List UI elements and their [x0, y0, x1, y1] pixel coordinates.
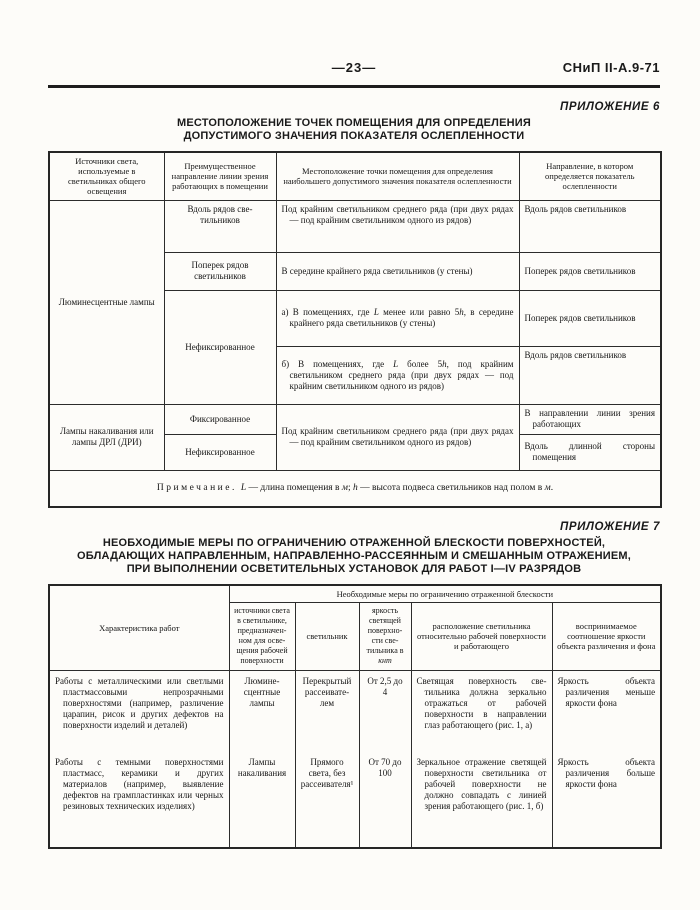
- direction-cell-nonfixed: Нефиксированное: [164, 434, 276, 470]
- text-segment: б) В помещениях, где: [281, 358, 394, 369]
- work-type-cell: Работы с темными поверхностями пластмасс, керамики и других материалов (например, выявление дефектов на грампластинках или черных резиновых технических изделиях): [49, 754, 229, 848]
- direction-cell: Вдоль рядов светильников: [164, 200, 276, 252]
- text-segment: , в середине крайнего ряда светильников (у стены): [289, 307, 514, 328]
- location-cell: В середине крайнего ряда светильников (у стены): [276, 252, 519, 290]
- appendix6-label: ПРИЛОЖЕНИЕ 6: [560, 101, 660, 113]
- group-header-cell: Необходимые меры по ограничению отраженной блескости: [229, 585, 661, 602]
- glare-direction-cell: Вдоль рядов светильников: [519, 200, 661, 252]
- note-label: Примечание.: [156, 482, 237, 493]
- glare-direction-cell: Вдоль рядов светильников: [519, 346, 661, 404]
- glare-direction-cell: Поперек рядов светильников: [519, 252, 661, 290]
- glare-points-table: [48, 151, 662, 508]
- table-row: [49, 200, 661, 252]
- text-segment: — длина помещения в: [246, 482, 342, 493]
- appendix6-title-line2: ДОПУСТИМОГО ЗНАЧЕНИЯ ПОКАЗАТЕЛЯ ОСЛЕПЛЕННОСТИ: [183, 130, 525, 142]
- header-rule: [48, 85, 660, 88]
- table-row: [49, 754, 661, 848]
- text-segment: яркость светящей поверхности светильника в: [366, 606, 404, 655]
- appendix6-title-line1: МЕСТОПОЛОЖЕНИЕ ТОЧЕК ПОМЕЩЕНИЯ ДЛЯ ОПРЕДЕЛЕНИЯ: [176, 117, 531, 129]
- variable-h: h: [353, 482, 358, 493]
- text-segment: ;: [348, 482, 354, 493]
- appendix7-title: [48, 537, 660, 576]
- direction-cell: Поперек рядов светильников: [164, 252, 276, 290]
- ratio-cell: Яркость объекта различения меньше яркости фона: [552, 670, 661, 754]
- unit-knt: кнт: [378, 656, 392, 665]
- brightness-cell: От 2,5 до 4: [359, 670, 411, 754]
- page-number: —23—: [331, 60, 377, 75]
- text-segment: более 5: [398, 358, 443, 369]
- appendix7-title-line3: ПРИ ВЫПОЛНЕНИИ ОСВЕТИТЕЛЬНЫХ УСТАНОВОК ДЛЯ РАБОТ I—IV РАЗРЯДОВ: [126, 563, 582, 575]
- variable-h: h: [459, 307, 464, 317]
- table-header-row: [49, 152, 661, 200]
- header-cell-placement: расположение светильника относительно рабочей поверхности и работающего: [411, 602, 552, 670]
- table-row: [49, 670, 661, 754]
- source-cell-incandescent: Лампы накаливания или лампы ДРЛ (ДРИ): [49, 404, 164, 470]
- work-type-cell: Работы с металлическими или светлыми пластмассовыми непрозрачными поверхностями (например, различение царапин, рисок и других дефектов на поверхности изделий и деталей): [49, 670, 229, 754]
- header-cell-brightness-ratio: воспринимаемое соотношение яркости объекта различения и фона: [552, 602, 661, 670]
- appendix6-title: [48, 117, 660, 143]
- header-cell-work-type: Характеристика работ: [49, 585, 229, 670]
- appendix7-title-line2: ОБЛАДАЮЩИХ НАПРАВЛЕННЫМ, НАПРАВЛЕННО-РАССЕЯННЫМ И СМЕШАННЫМ ОТРАЖЕНИЕМ,: [77, 550, 631, 562]
- header-cell-brightness: [359, 602, 411, 670]
- source-cell-fluorescent: Люминесцентные лампы: [49, 200, 164, 404]
- variable-l: L: [393, 358, 399, 369]
- header-cell-light-source: источники света в светильнике, предназначенном для освещения рабочей поверхности: [229, 602, 295, 670]
- variable-l: L: [373, 307, 379, 317]
- glare-direction-cell: В направлении линии зрения работающих: [519, 404, 661, 434]
- header-cell-glare-direction: Направление, в котором определяется показатель ослепленности: [519, 152, 661, 200]
- luminaire-cell: Перекрытый рассеивателем: [295, 670, 359, 754]
- page-header: [48, 60, 660, 80]
- header-cell-luminaire: светильник: [295, 602, 359, 670]
- variable-l: L: [240, 482, 247, 493]
- table-row: [49, 404, 661, 434]
- text-segment: — высота подвеса светильников над полом в: [357, 482, 545, 493]
- appendix7-title-line1: НЕОБХОДИМЫЕ МЕРЫ ПО ОГРАНИЧЕНИЮ ОТРАЖЕННОЙ БЛЕСКОСТИ ПОВЕРХНОСТЕЙ,: [102, 537, 606, 549]
- text-segment: .: [550, 482, 554, 493]
- direction-cell-nonfixed: Нефиксированное: [164, 290, 276, 404]
- table-note: [49, 470, 661, 507]
- unit-m: м: [341, 482, 348, 493]
- location-cell: Под крайним светильником среднего ряда (при двух рядах — под крайним светильником одного из рядов): [276, 404, 519, 470]
- table-note-row: [49, 470, 661, 507]
- location-cell-case-a: [276, 290, 519, 346]
- reflected-glare-table: [48, 584, 662, 849]
- document-code: СНиП II-А.9-71: [562, 60, 660, 75]
- text-segment: , под крайним светильником среднего ряда (при двух рядах — под крайним светильником одного из рядов): [289, 358, 514, 391]
- location-cell: Под крайним светильником среднего ряда (при двух рядах — под крайним светильником одного из рядов): [276, 200, 519, 252]
- unit-m: м: [544, 482, 551, 493]
- text-segment: менее или равно 5: [378, 307, 460, 317]
- glare-direction-cell: Поперек рядов светильников: [519, 290, 661, 346]
- text-segment: а) В помещениях, где: [281, 307, 374, 317]
- glare-direction-cell: Вдоль длинной стороны помещения: [519, 434, 661, 470]
- appendix7-label: ПРИЛОЖЕНИЕ 7: [560, 521, 660, 533]
- header-cell-view-direction: Преимущественное направление линии зрения работающих в помещении: [164, 152, 276, 200]
- location-cell-case-b: [276, 346, 519, 404]
- light-source-cell: Лампы накаливания: [229, 754, 295, 848]
- direction-cell-fixed: Фиксированное: [164, 404, 276, 434]
- header-cell-point-location: Местоположение точки помещения для определения наибольшего допустимого значения показателя ослепленности: [276, 152, 519, 200]
- group-header-row: [49, 585, 661, 602]
- placement-cell: Зеркальное отражение светящей поверхности светильника от рабочей поверхности не должно совпадать с линией зрения работающего (рис. 1, б): [411, 754, 552, 848]
- placement-cell: Светящая поверхность светильника должна зеркально отражаться от рабочей поверхности в направлении глаз работающего (рис. 1, а): [411, 670, 552, 754]
- brightness-cell: От 70 до 100: [359, 754, 411, 848]
- header-cell-light-sources: Источники света, используемые в светильниках общего освещения: [49, 152, 164, 200]
- variable-h: h: [442, 358, 447, 369]
- ratio-cell: Яркость объекта различения больше яркости фона: [552, 754, 661, 848]
- light-source-cell: Люминесцентные лампы: [229, 670, 295, 754]
- luminaire-cell: Прямого света, без рассеивателя¹: [295, 754, 359, 848]
